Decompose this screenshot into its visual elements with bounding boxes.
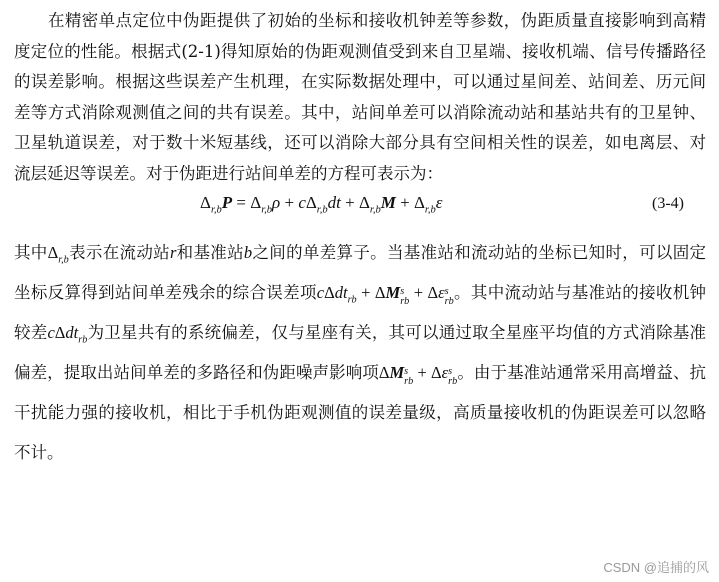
equation-block [14,191,706,229]
paragraph-intro: 在精密单点定位中伪距提供了初始的坐标和接收机钟差等参数，伪距质量直接影响到高精度定位的性能。根据式(2-1)得知原始的伪距观测值受到来自卫星端、接收机端、信号传播路径的误差影响。根据这些误差产生机理，在实际数据处理中，可以通过星间差、站间差、历元间差等方式消除观测值之间的共有误差。其中，站间单差可以消除流动站和基站共有的卫星钟、卫星轨道误差，对于数十米短基线，还可以消除大部分具有空间相关性的误差，如电离层、对流层延迟等误差。对于伪距进行站间单差的方程可表示为： [14,11,706,183]
operator-symbol: $\Delta_{r,b}$ [47,243,69,266]
paragraph-explanation: 其中$\Delta_{r,b}$表示在流动站r和基准站b之间的单差算子。当基准站和流动站的坐标已知时，可以固定坐标反算得到站间单差残余的综合误差项cΔdt$_{rb}$ + ΔM s rb + Δε s rb 。其中流动站与基准站的接收机钟较差cΔdt$_{rb}$为卫星共有的系统偏差，仅与星座有关，其可以通过取全星座平均值的方式消除基准偏差，提取出站间单差的多路径和伪距噪声影响项ΔM s rb + Δε s rb 。由于基准站通常采用高增益、抗干扰能力强的接收机，相比于手机伪距观测值的误差量级，高质量接收机的伪距误差可以忽略不计。 [14,243,707,462]
equation-3-4: $\Delta_{r,b}P = \Delta_{r,b}\rho + c\Delta_{r,b}dt + \Delta_{r,b}M + \Delta_{r,b}\varepsilon$ [200,193,443,216]
receiver-clock-term: cΔdt$_{rb}$ [47,323,88,346]
document-body [14,6,706,473]
csdn-watermark: CSDN @追捕的风 [603,560,709,575]
residual-error-term: cΔdt$_{rb}$ + ΔM s rb + Δε s rb [316,283,454,307]
multipath-noise-term: ΔM s rb + Δε s rb [378,363,458,387]
equation-number: (3-4) [652,195,684,212]
